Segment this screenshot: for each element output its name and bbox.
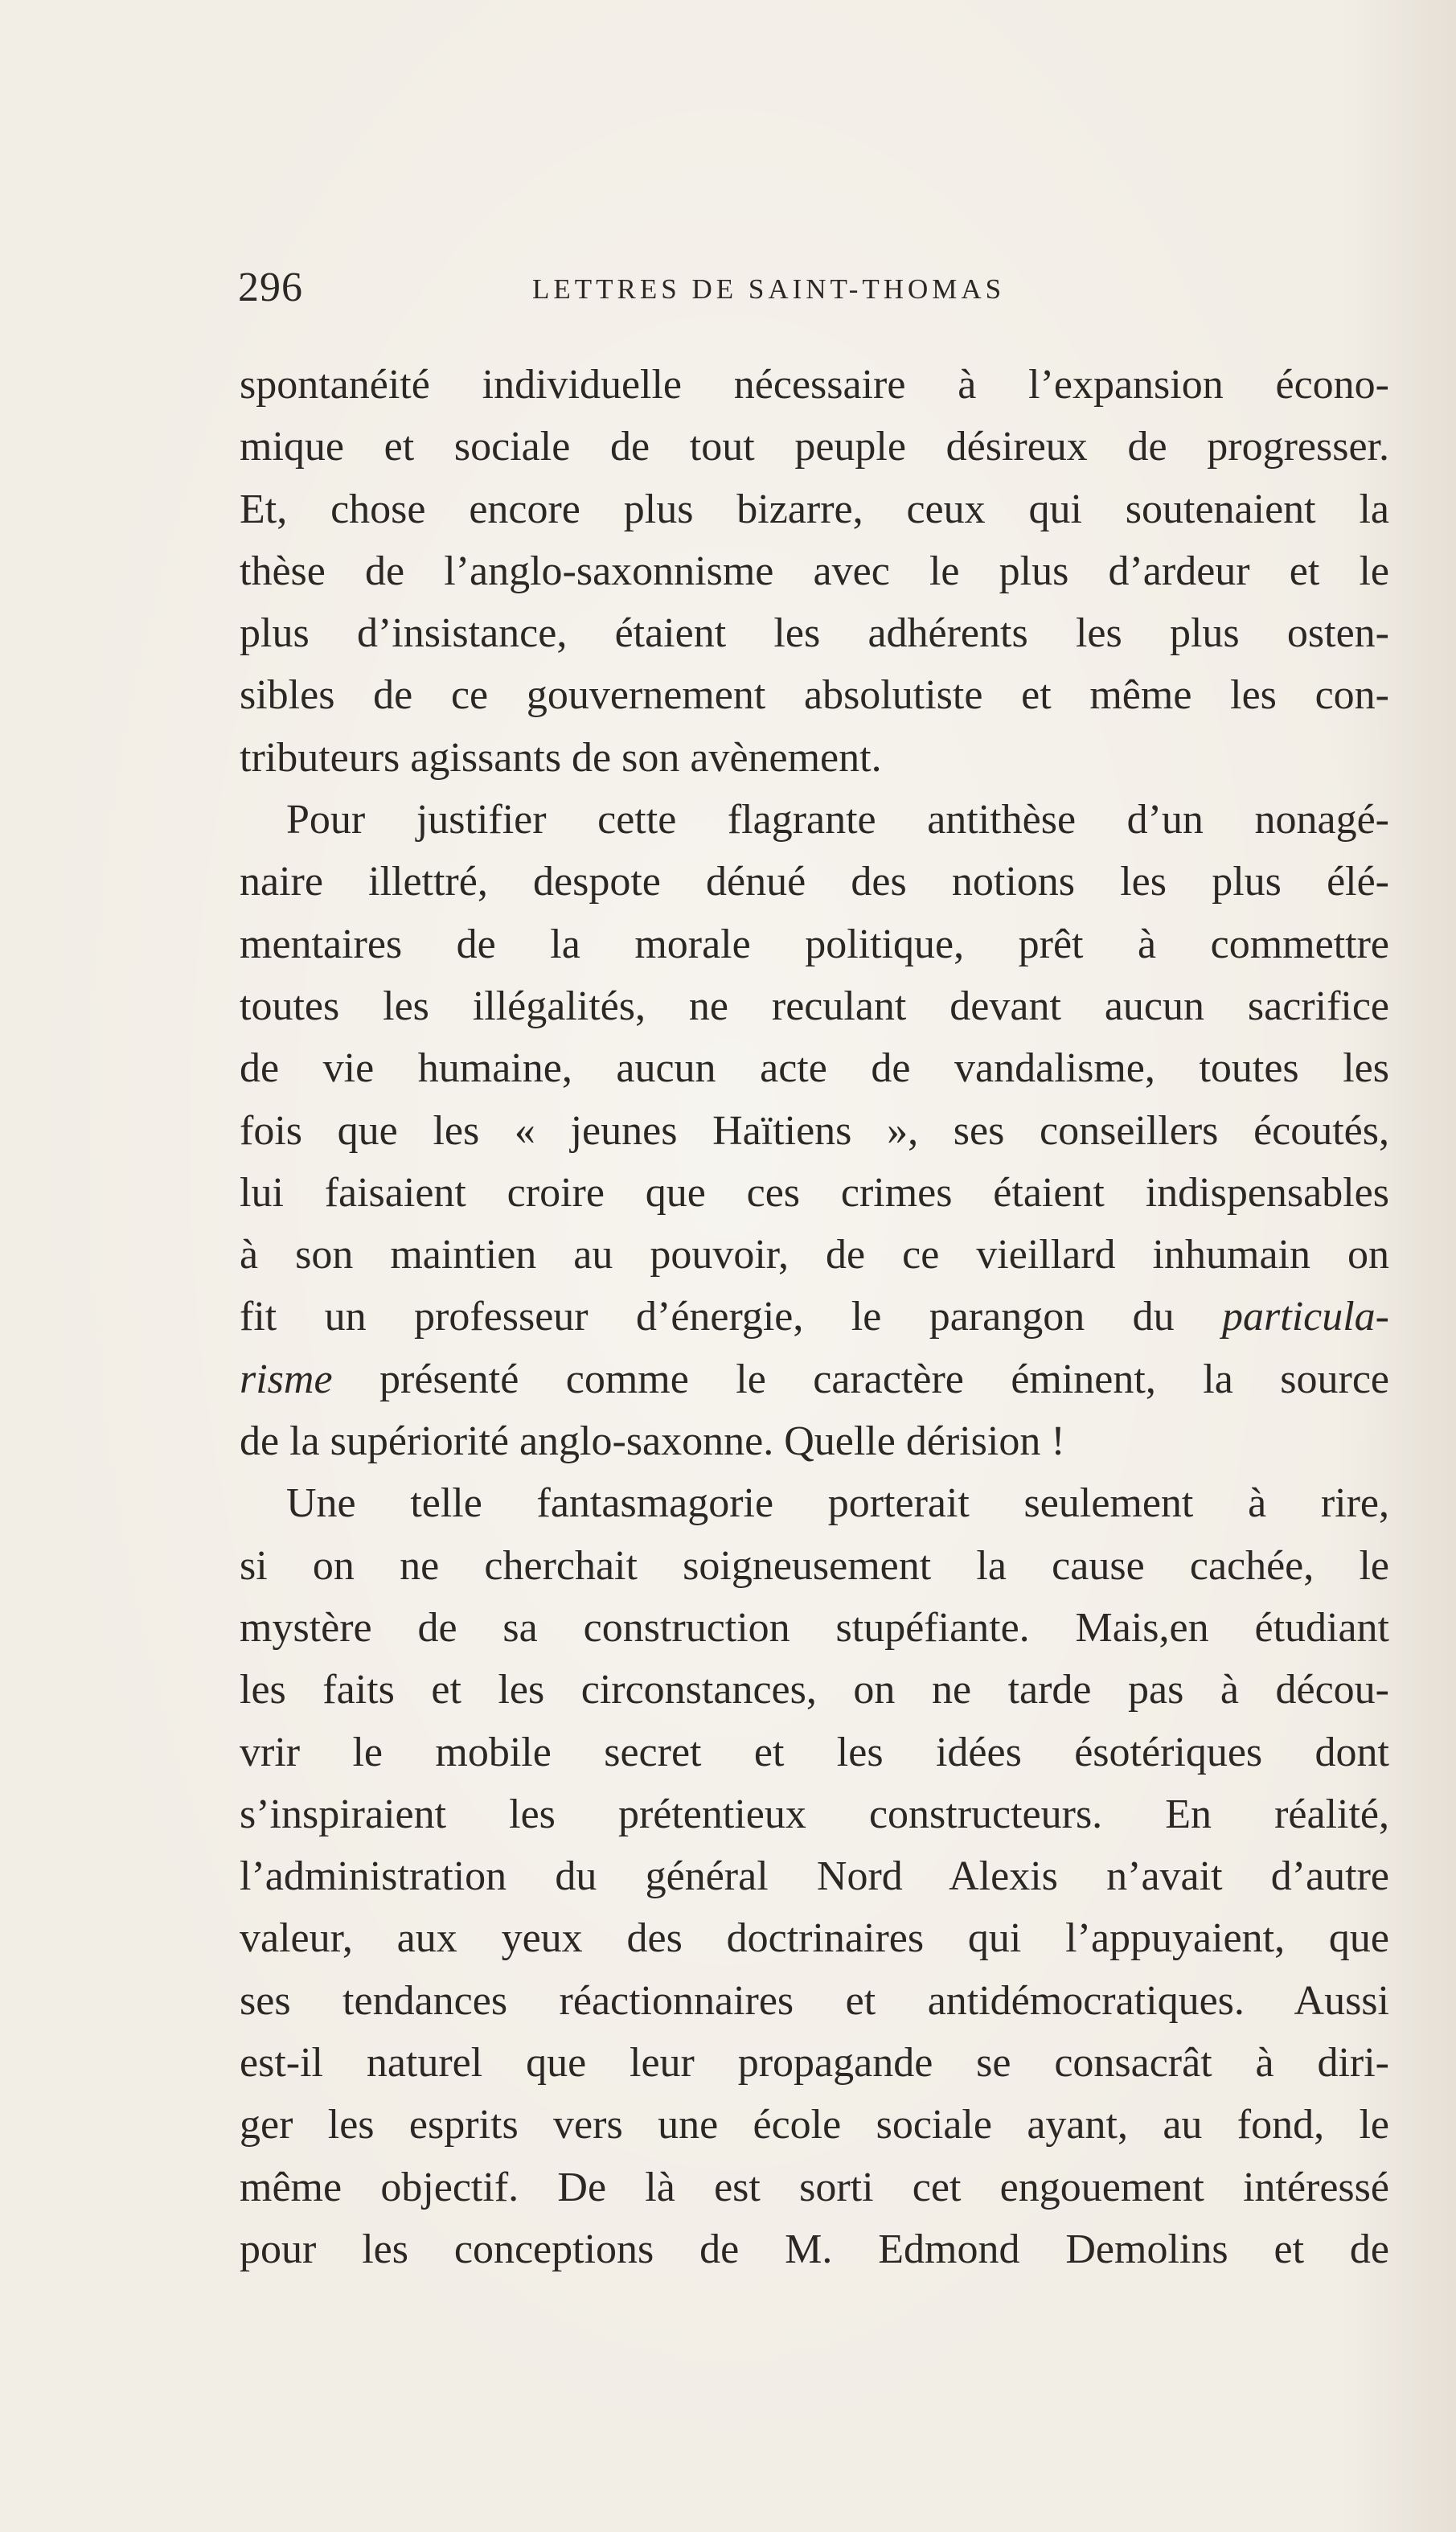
text-line: spontanéité individuelle nécessaire à l’expansion écono- — [240, 362, 1389, 408]
text-line: est-il naturel que leur propagande se consacrât à diri- — [240, 2040, 1389, 2087]
text-line: lui faisaient croire que ces crimes étaient indispensables — [240, 1169, 1389, 1216]
text-line: de vie humaine, aucun acte de vandalisme, toutes les — [240, 1045, 1389, 1092]
text-line: les faits et les circonstances, on ne tarde pas à décou- — [240, 1667, 1389, 1713]
italic-segment: particula- — [1222, 1294, 1389, 1340]
text-line: ger les esprits vers une école sociale ayant, au fond, le — [240, 2102, 1389, 2148]
text-line: Pour justifier cette flagrante antithèse d’un nonagé- — [286, 797, 1389, 843]
text-line: pour les conceptions de M. Edmond Demolins et de — [240, 2226, 1389, 2272]
text-line: s’inspiraient les prétentieux constructeurs. En réalité, — [240, 1791, 1389, 1837]
text-line: valeur, aux yeux des doctrinaires qui l’appuyaient, que — [240, 1915, 1389, 1962]
text-line: fois que les « jeunes Haïtiens », ses conseillers écoutés, — [240, 1107, 1389, 1154]
page-number: 296 — [238, 265, 303, 310]
text-line: de la supériorité anglo-saxonne. Quelle dérision ! — [240, 1418, 1065, 1465]
text-line-mixed — [240, 1348, 1389, 1410]
text-line: mique et sociale de tout peuple désireux de progresser. — [240, 424, 1389, 470]
text-line: ses tendances réactionnaires et antidémocratiques. Aussi — [240, 1977, 1389, 2024]
text-line: mentaires de la morale politique, prêt à commettre — [240, 921, 1389, 967]
text-line: mystère de sa construction stupéfiante. Mais,en étudiant — [240, 1604, 1389, 1651]
text-line: à son maintien au pouvoir, de ce vieillard inhumain on — [240, 1232, 1389, 1278]
text-segment: présenté comme le caractère éminent, la source — [379, 1356, 1389, 1402]
text-line: toutes les illégalités, ne reculant devant aucun sacrifice — [240, 983, 1389, 1029]
page-header — [238, 264, 1074, 312]
text-line: vrir le mobile secret et les idées ésotériques dont — [240, 1729, 1389, 1775]
text-line: même objectif. De là est sorti cet engouement intéressé — [240, 2164, 1389, 2210]
text-line-mixed — [240, 1286, 1389, 1348]
text-line: plus d’insistance, étaient les adhérents les plus osten- — [240, 610, 1389, 657]
text-line: thèse de l’anglo-saxonnisme avec le plus d’ardeur et le — [240, 548, 1389, 594]
italic-segment: risme — [240, 1356, 333, 1402]
text-line: naire illettré, despote dénué des notions les plus élé- — [240, 859, 1389, 905]
text-line: si on ne cherchait soigneusement la cause cachée, le — [240, 1542, 1389, 1589]
text-line: Et, chose encore plus bizarre, ceux qui soutenaient la — [240, 486, 1389, 532]
text-line: Une telle fantasmagorie porterait seulement à rire, — [286, 1480, 1389, 1527]
text-line: sibles de ce gouvernement absolutiste et même les con- — [240, 672, 1389, 719]
body-text — [240, 354, 1389, 2280]
running-title: LETTRES DE SAINT-THOMAS — [532, 273, 1006, 305]
text-line: tributeurs agissants de son avènement. — [240, 734, 882, 781]
text-segment: fit un professeur d’énergie, le parangon du — [240, 1294, 1175, 1340]
text-line: l’administration du général Nord Alexis n’avait d’autre — [240, 1853, 1389, 1900]
